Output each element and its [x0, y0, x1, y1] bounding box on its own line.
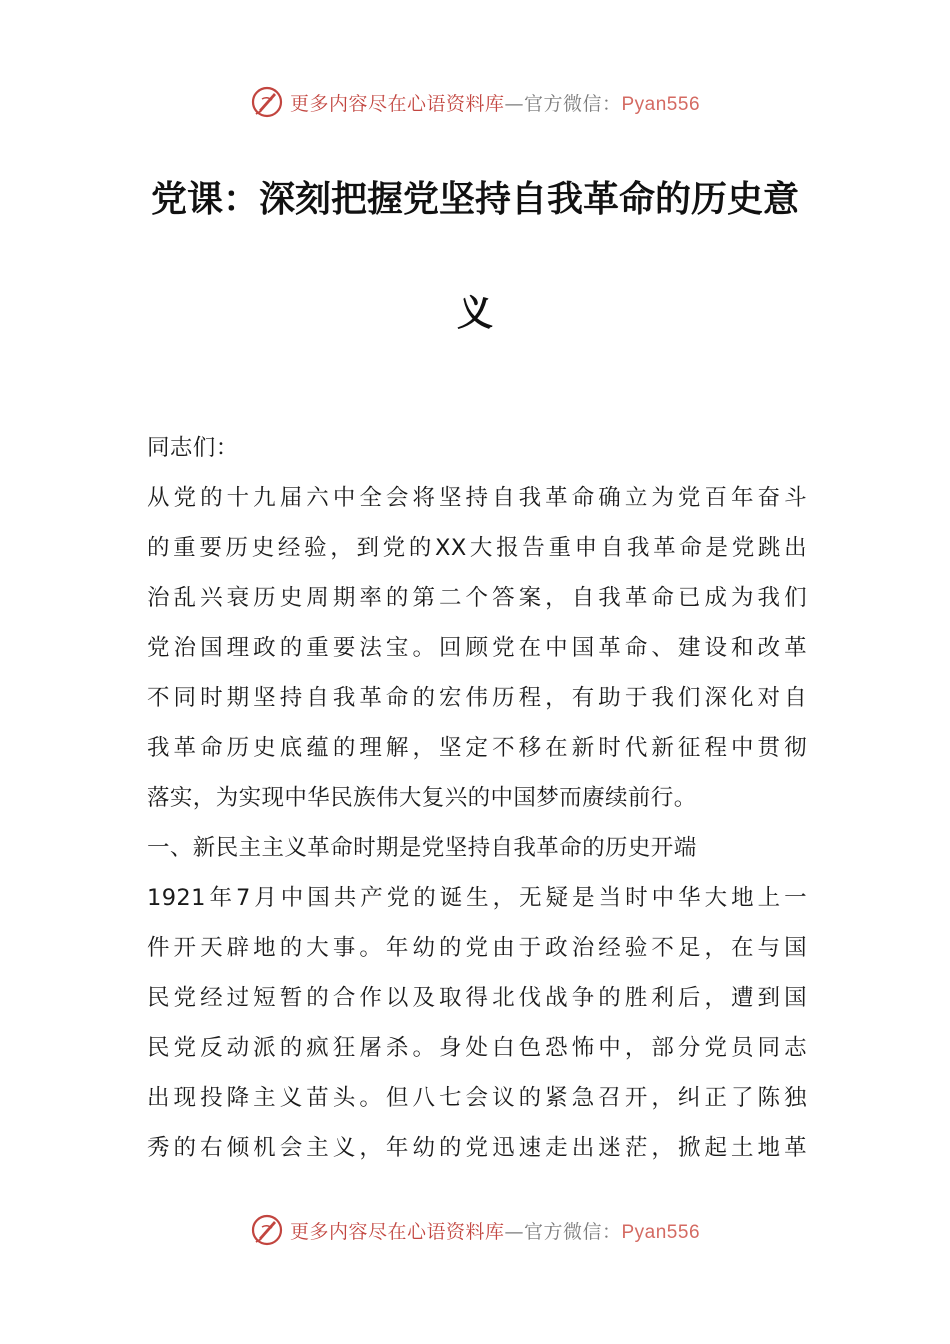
paragraph-line: 党治国理政的重要法宝。回顾党在中国革命、建设和改革	[147, 635, 807, 661]
paragraph-line: 民党反动派的疯狂屠杀。身处白色恐怖中，部分党员同志	[147, 1035, 807, 1061]
paragraph-line: 的重要历史经验，到党的XX大报告重申自我革命是党跳出	[147, 535, 807, 561]
banner-text	[290, 89, 700, 116]
body-text	[147, 423, 807, 1173]
wechat-handle: Pyan556	[621, 93, 701, 115]
wechat-label: 官方微信：	[523, 1220, 622, 1243]
banner-dash: —	[504, 92, 524, 115]
header-banner	[0, 82, 950, 122]
section-heading: 一、新民主主义革命时期是党坚持自我革命的历史开端	[147, 835, 697, 861]
wechat-label: 官方微信：	[523, 92, 622, 115]
banner-text	[290, 1217, 700, 1244]
paragraph-line: 不同时期坚持自我革命的宏伟历程，有助于我们深化对自	[147, 685, 807, 711]
paragraph-line: 1921年7月中国共产党的诞生，无疑是当时中华大地上一	[147, 885, 807, 911]
paragraph-line: 件开天辟地的大事。年幼的党由于政治经验不足，在与国	[147, 935, 807, 961]
paragraph-line: 治乱兴衰历史周期率的第二个答案，自我革命已成为我们	[147, 585, 807, 611]
paragraph-line: 出现投降主义苗头。但八七会议的紧急召开，纠正了陈独	[147, 1085, 807, 1111]
quill-logo-icon	[250, 1213, 284, 1247]
wechat-handle: Pyan556	[621, 1221, 701, 1243]
paragraph-line: 秀的右倾机会主义，年幼的党迅速走出迷茫，掀起土地革	[147, 1135, 807, 1161]
brand-text: 更多内容尽在心语资料库	[289, 92, 505, 115]
brand-text: 更多内容尽在心语资料库	[289, 1220, 505, 1243]
salutation: 同志们：	[147, 435, 239, 461]
banner-dash: —	[504, 1220, 524, 1243]
paragraph-line: 从党的十九届六中全会将坚持自我革命确立为党百年奋斗	[147, 485, 807, 511]
paragraph-line: 我革命历史底蕴的理解，坚定不移在新时代新征程中贯彻	[147, 735, 807, 761]
page-title	[140, 170, 810, 344]
paragraph-line: 民党经过短暂的合作以及取得北伐战争的胜利后，遭到国	[147, 985, 807, 1011]
title-line-1: 党课：深刻把握党坚持自我革命的历史意	[150, 179, 799, 220]
title-line-2: 义	[456, 293, 493, 334]
paragraph-line: 落实，为实现中华民族伟大复兴的中国梦而赓续前行。	[147, 785, 697, 811]
quill-logo-icon	[250, 85, 284, 119]
footer-banner	[0, 1210, 950, 1250]
